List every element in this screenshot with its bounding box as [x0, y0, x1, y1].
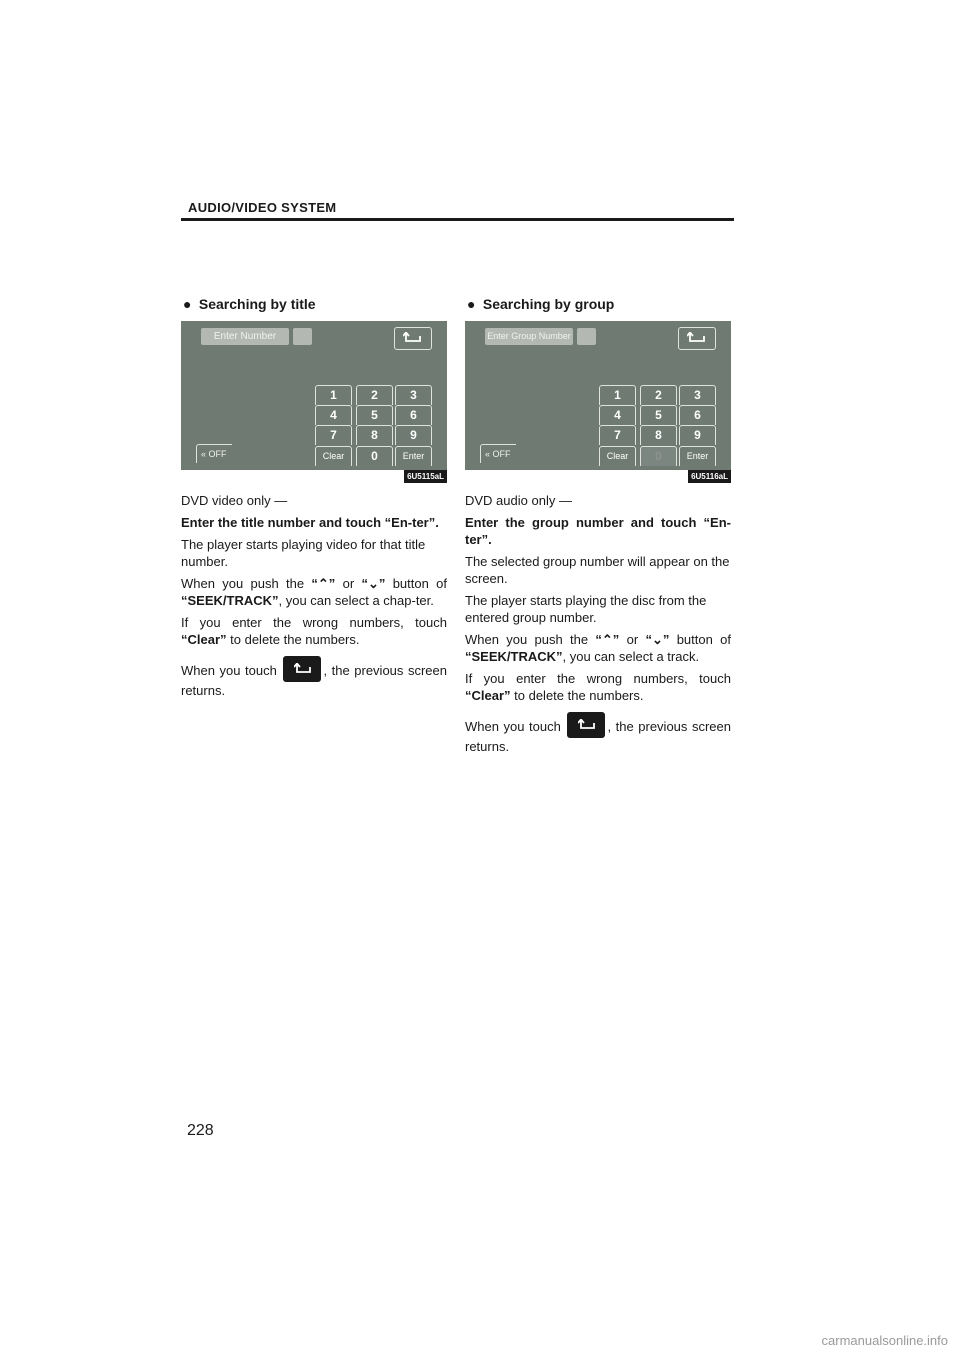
instruction-text: Enter the title number and touch “En-ter”. — [181, 515, 439, 530]
key-8[interactable]: 8 — [640, 425, 677, 445]
key-clear[interactable]: Clear — [315, 446, 352, 466]
intro-text: DVD audio only — — [465, 493, 572, 508]
number-display-box — [577, 328, 596, 345]
key-0[interactable]: 0 — [356, 446, 393, 466]
paragraph-4 — [465, 712, 731, 755]
paragraph-1: The selected group number will appear on the screen. — [465, 554, 730, 586]
key-4[interactable]: 4 — [599, 405, 636, 425]
key-2[interactable]: 2 — [640, 385, 677, 405]
double-chevron-left-icon: « — [485, 449, 491, 459]
off-label: OFF — [208, 449, 227, 459]
enter-group-number-field: Enter Group Number — [485, 328, 573, 345]
p4-post: , the previous screen returns. — [465, 719, 731, 754]
p2-or: or — [335, 576, 362, 591]
key-enter[interactable]: Enter — [679, 446, 716, 466]
key-7[interactable]: 7 — [315, 425, 352, 445]
screen-back-button[interactable] — [678, 327, 716, 350]
p4-post: , the previous screen returns. — [181, 663, 447, 698]
key-7[interactable]: 7 — [599, 425, 636, 445]
return-arrow-icon — [687, 332, 707, 344]
instruction-text: Enter the group number and touch “En-ter”. — [465, 515, 731, 547]
heading-searching-by-group — [465, 296, 731, 312]
group-search-screen — [465, 321, 731, 470]
back-button-illustration — [283, 656, 321, 682]
down-arrow-label: “⌄” — [361, 576, 386, 591]
p3-post: to delete the numbers. — [510, 688, 644, 703]
key-0[interactable]: 0 — [640, 446, 677, 466]
paragraph-2 — [465, 631, 731, 665]
p2-post: , you can select a track. — [562, 649, 700, 664]
right-column — [465, 296, 731, 755]
paragraph-1b: The player starts playing the disc from the entered group number. — [465, 593, 707, 625]
return-arrow-icon — [294, 663, 312, 675]
back-button-illustration — [567, 712, 605, 738]
paragraph-1: The player starts playing video for that title number. — [181, 537, 426, 569]
seek-track-label: “SEEK/TRACK” — [465, 649, 563, 664]
paragraph-3 — [181, 614, 447, 648]
heading-text: Searching by group — [482, 296, 615, 312]
intro-text: DVD video only — — [181, 493, 288, 508]
p2-mid: button of — [669, 632, 731, 647]
key-1[interactable]: 1 — [315, 385, 352, 405]
p3-text: If you enter the wrong numbers, touch — [181, 615, 447, 630]
seek-track-label: “SEEK/TRACK” — [181, 593, 279, 608]
key-3[interactable]: 3 — [395, 385, 432, 405]
paragraph-4 — [181, 656, 447, 699]
return-arrow-icon — [578, 719, 596, 731]
bullet-icon: ● — [467, 296, 476, 312]
paragraph-2 — [181, 575, 447, 609]
key-3[interactable]: 3 — [679, 385, 716, 405]
key-5[interactable]: 5 — [356, 405, 393, 425]
paragraph-3 — [465, 670, 731, 704]
clear-label: “Clear” — [465, 688, 511, 703]
p2-text: When you push the — [465, 632, 596, 647]
image-code: 6U5116aL — [688, 470, 731, 483]
p4-text: When you touch — [465, 719, 566, 734]
return-arrow-icon — [403, 332, 423, 344]
page-number: 228 — [187, 1122, 214, 1139]
key-5[interactable]: 5 — [640, 405, 677, 425]
enter-number-field: Enter Number — [201, 328, 289, 345]
p2-post: , you can select a chap-ter. — [278, 593, 434, 608]
heading-text: Searching by title — [198, 296, 316, 312]
clear-label: “Clear” — [181, 632, 227, 647]
screen-back-button[interactable] — [394, 327, 432, 350]
double-chevron-left-icon: « — [201, 449, 207, 459]
header-rule — [181, 218, 734, 221]
heading-searching-by-title — [181, 296, 447, 312]
bullet-icon: ● — [183, 296, 192, 312]
key-9[interactable]: 9 — [679, 425, 716, 445]
p2-or: or — [619, 632, 646, 647]
image-code: 6U5115aL — [404, 470, 447, 483]
title-search-screen — [181, 321, 447, 470]
p4-text: When you touch — [181, 663, 282, 678]
watermark: carmanualsonline.info — [821, 1333, 948, 1348]
key-1[interactable]: 1 — [599, 385, 636, 405]
image-caption — [465, 470, 731, 484]
off-label: OFF — [492, 449, 511, 459]
up-arrow-label: “⌃” — [311, 576, 336, 591]
key-9[interactable]: 9 — [395, 425, 432, 445]
off-button[interactable] — [196, 444, 232, 463]
up-arrow-label: “⌃” — [595, 632, 620, 647]
key-8[interactable]: 8 — [356, 425, 393, 445]
p3-text: If you enter the wrong numbers, touch — [465, 671, 731, 686]
image-caption — [181, 470, 447, 484]
p3-post: to delete the numbers. — [226, 632, 360, 647]
off-button[interactable] — [480, 444, 516, 463]
key-6[interactable]: 6 — [679, 405, 716, 425]
left-column — [181, 296, 447, 699]
key-2[interactable]: 2 — [356, 385, 393, 405]
key-6[interactable]: 6 — [395, 405, 432, 425]
key-clear[interactable]: Clear — [599, 446, 636, 466]
down-arrow-label: “⌄” — [645, 632, 670, 647]
key-enter[interactable]: Enter — [395, 446, 432, 466]
p2-text: When you push the — [181, 576, 312, 591]
p2-mid: button of — [385, 576, 447, 591]
key-4[interactable]: 4 — [315, 405, 352, 425]
number-display-box — [293, 328, 312, 345]
section-header: AUDIO/VIDEO SYSTEM — [188, 200, 337, 215]
